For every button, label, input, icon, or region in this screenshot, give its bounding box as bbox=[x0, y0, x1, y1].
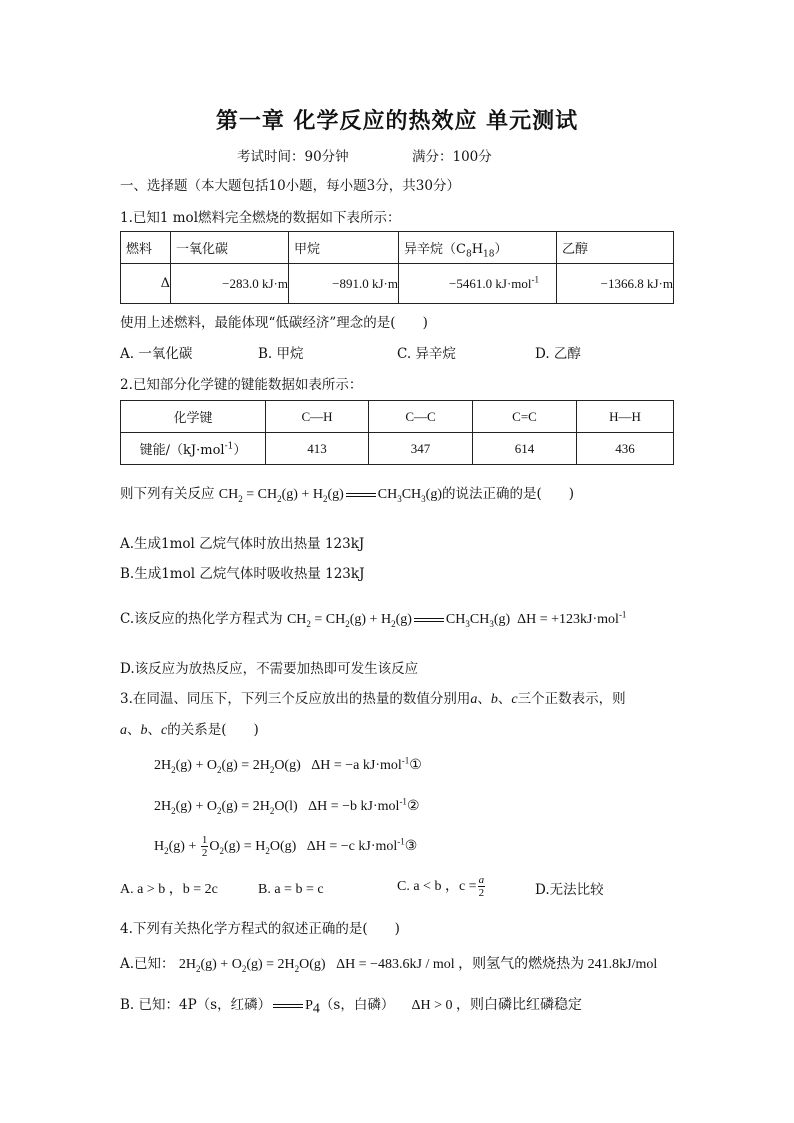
q3-stem-line1: 3.在同温、同压下，下列三个反应放出的热量的数值分别用a、b、c三个正数表示，则 bbox=[120, 691, 626, 707]
q3-option-c: C. a < b ，c = $\frac{a}{2}$ bbox=[397, 874, 485, 900]
q2-option-b: B.生成1mol 乙烷气体时吸收热量 123kJ bbox=[120, 566, 365, 582]
value-co: −283.0 kJ·m bbox=[171, 264, 289, 304]
header-c-double-c: C=C bbox=[473, 401, 577, 433]
q2-option-a: A.生成1mol 乙烷气体时放出热量 123kJ bbox=[120, 536, 365, 552]
q3-stem-line2: a、b、c的关系是( ) bbox=[120, 722, 259, 738]
q2-question: 则下列有关反应 $CH_2 = CH_2(g) + H_2(g)$ $CH_3CH_3(g)$的说法正确的是( ) bbox=[120, 486, 575, 504]
header-bond: 化学键 bbox=[121, 401, 266, 433]
fuel-table bbox=[120, 231, 674, 304]
value-cc: 347 bbox=[369, 433, 473, 465]
q3-option-d: D.无法比较 bbox=[535, 882, 604, 898]
value-hh: 436 bbox=[577, 433, 674, 465]
page-title: 第一章 化学反应的热效应 单元测试 bbox=[215, 108, 579, 134]
header-hh: H—H bbox=[577, 401, 674, 433]
delta-h-label: Δ bbox=[121, 264, 171, 304]
q4-option-b: B. 已知：4P（s，红磷） $P_4(s$，白磷） ΔH > 0 ，则白磷比红磷稳定 bbox=[120, 997, 583, 1017]
value-ethanol: −1366.8 kJ·m bbox=[557, 264, 674, 304]
header-fuel: 燃料 bbox=[121, 232, 171, 264]
header-cc: C—C bbox=[369, 401, 473, 433]
full-score: 满分：100分 bbox=[412, 149, 492, 165]
q3-option-b: B. a = b = c bbox=[258, 882, 324, 897]
value-isooctane: −5461.0 kJ·mol$^{-1}$ bbox=[399, 264, 557, 304]
header-methane: 甲烷 bbox=[289, 232, 399, 264]
q1-option-d: D. 乙醇 bbox=[535, 346, 581, 362]
q1-option-a: A. 一氧化碳 bbox=[120, 346, 193, 362]
header-isooctane: 异辛烷$(C_8H_{18})$ bbox=[399, 232, 557, 264]
q3-equation-3: $H_2(g)$ + $\frac{1}{2}$ $O_2(g) = H_2O(g) \Delta H = -c$ kJ·mol$^{-1}$③ bbox=[154, 834, 418, 860]
q4-option-a: A.已知： $2H_2(g) + O_2(g) = 2H_2O(g) \Delta H = -483.6kJ$ / mol ，则氢气的燃烧热为 241.8kJ/mol bbox=[120, 956, 658, 974]
q2-stem: 2.已知部分化学键的键能数据如表所示： bbox=[120, 377, 363, 393]
q3-option-a: A. a > b ，b = 2c bbox=[120, 882, 218, 897]
q4-stem: 4.下列有关热化学方程式的叙述正确的是( ) bbox=[120, 921, 400, 937]
q1-stem: 1.已知1 mol燃料完全燃烧的数据如下表所示： bbox=[120, 210, 401, 226]
bond-energy-table bbox=[120, 400, 674, 465]
value-methane: −891.0 kJ·m bbox=[289, 264, 399, 304]
q1-question: 使用上述燃料，最能体现“低碳经济”理念的是( ) bbox=[120, 315, 428, 331]
q2-option-c: C.该反应的热化学方程式为 $CH_2 = CH_2(g) + H_2(g)$ $CH_3CH_3(g) \Delta H = +123kJ\cdot mol^{-1}$ bbox=[120, 609, 627, 629]
header-ch: C—H bbox=[266, 401, 369, 433]
value-ch: 413 bbox=[266, 433, 369, 465]
bond-energy-label: 键能/（kJ·mol$^{-1}$） bbox=[121, 433, 266, 465]
header-ethanol: 乙醇 bbox=[557, 232, 674, 264]
value-c-double-c: 614 bbox=[473, 433, 577, 465]
q1-option-c: C. 异辛烷 bbox=[397, 346, 456, 362]
header-co: 一氧化碳 bbox=[171, 232, 289, 264]
q3-equation-1: $2H_2(g) + O_2(g) = 2H_2O(g) \Delta H = -a$ kJ·mol$^{-1}$① bbox=[154, 755, 422, 775]
q3-equation-2: $2H_2(g) + O_2(g) = 2H_2O(l) \Delta H = -b$ kJ·mol$^{-1}$② bbox=[154, 796, 420, 816]
section-heading: 一、选择题（本大题包括10小题，每小题3分，共30分） bbox=[120, 178, 460, 194]
exam-time: 考试时间：90分钟 bbox=[237, 149, 349, 165]
q1-option-b: B. 甲烷 bbox=[258, 346, 304, 362]
q2-option-d: D.该反应为放热反应，不需要加热即可发生该反应 bbox=[120, 661, 419, 677]
